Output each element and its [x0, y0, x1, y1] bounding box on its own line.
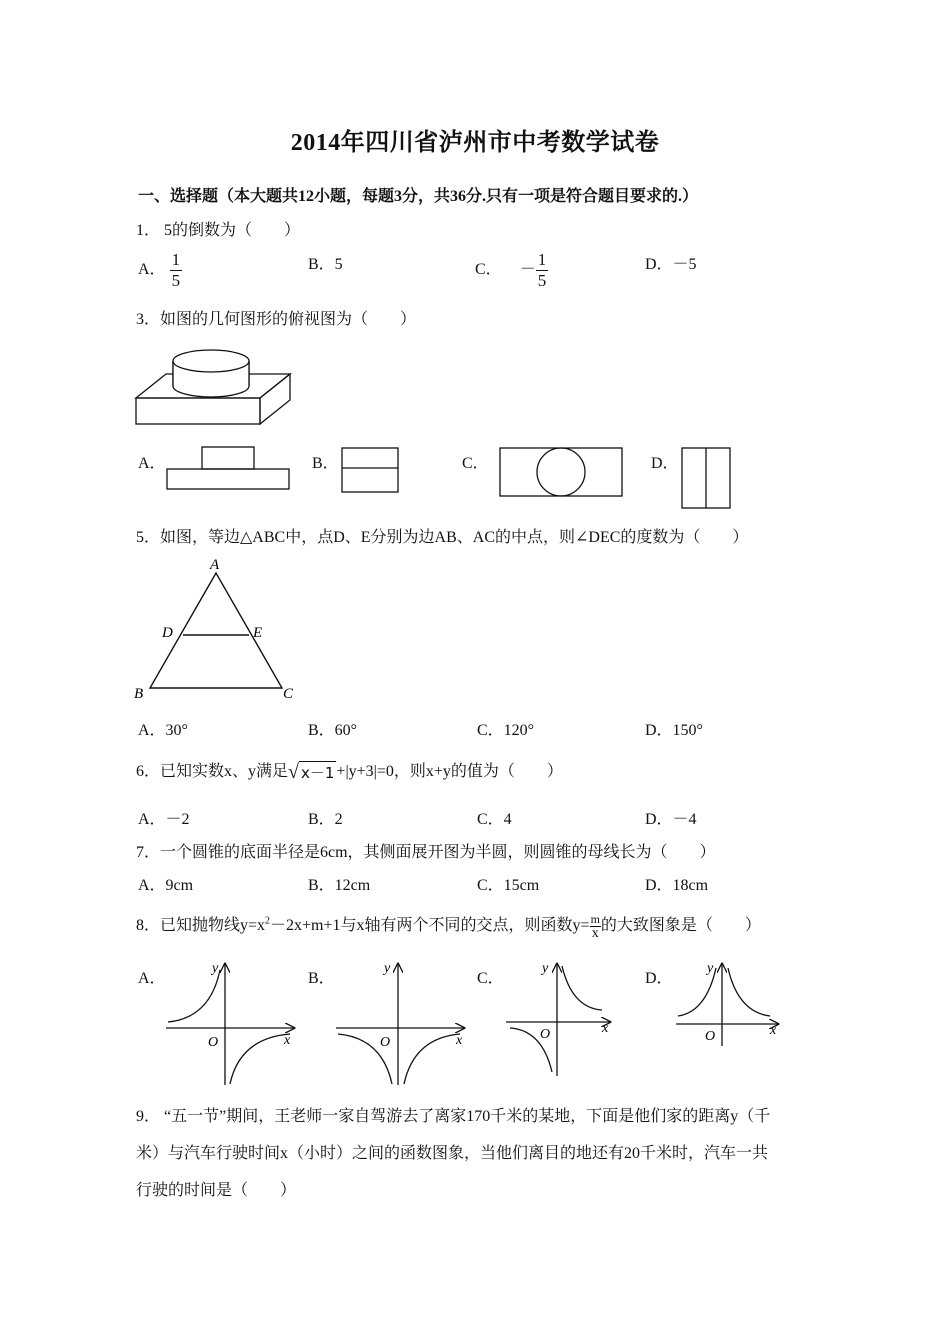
axis-x-label: x — [284, 1033, 291, 1048]
axis-x-label: x — [770, 1023, 777, 1038]
q3-option-b-label: B． — [312, 455, 339, 472]
q6-sqrt — [288, 761, 336, 784]
origin-label: O — [380, 1035, 391, 1050]
section-heading: 一、选择题（本大题共12小题，每题3分，共36分.只有一项是符合题目要求的.） — [138, 188, 699, 205]
question-3-stem: 3．如图的几何图形的俯视图为（ ） — [136, 311, 417, 328]
q3-solid-figure — [132, 345, 297, 430]
q8-option-a-label: A． — [138, 970, 166, 987]
axis-y-label: y — [384, 961, 391, 976]
q1-option-c-sign: － — [519, 261, 536, 279]
q6-option-b: B．2 — [308, 811, 343, 828]
question-8-stem — [136, 912, 761, 940]
radical-sign: √ — [288, 760, 299, 783]
q8-option-b-label: B． — [308, 970, 335, 987]
question-9-line-3: 行驶的时间是（ ） — [136, 1182, 297, 1199]
q3-option-a-label: A． — [138, 455, 166, 472]
q8-stem-mid: －2x+m+1与x轴有两个不同的交点，则函数y= — [270, 917, 590, 934]
question-1-stem: 1． 5的倒数为（ ） — [136, 222, 301, 239]
q8-fraction — [590, 913, 601, 940]
q8-frac-numerator: m — [590, 911, 600, 926]
q8-stem-post: 的大致图象是（ ） — [600, 917, 761, 934]
q1-option-c-fraction — [536, 250, 549, 291]
q3-option-d-figure — [679, 446, 735, 512]
q1-option-c-label: C． — [475, 261, 502, 279]
q8-option-d-graph — [672, 958, 787, 1048]
vertex-b-label: B — [134, 686, 144, 702]
origin-label: O — [208, 1035, 219, 1050]
q5-option-d: D．150° — [645, 722, 703, 739]
q1-option-c — [475, 250, 548, 291]
question-5-stem: 5．如图，等边△ABC中，点D、E分别为边AB、AC的中点，则∠DEC的度数为（ ） — [136, 529, 749, 546]
q1-option-a-fraction — [170, 250, 183, 291]
q7-option-a: A．9cm — [138, 877, 194, 894]
axis-x-label: x — [602, 1021, 609, 1036]
origin-label: O — [540, 1027, 551, 1042]
q6-option-c: C．4 — [477, 811, 512, 828]
question-9-line-1: 9． “五一节”期间，王老师一家自驾游去了离家170千米的某地，下面是他们家的距离y（千 — [136, 1108, 771, 1125]
q5-option-a: A．30° — [138, 722, 188, 739]
q8-option-a-graph — [162, 958, 302, 1088]
vertex-c-label: C — [283, 686, 294, 702]
q1-option-d: D．－5 — [645, 256, 697, 273]
q5-option-b: B．60° — [308, 722, 358, 739]
q6-sqrt-body: x－1 — [299, 761, 336, 783]
q3-option-a-figure — [165, 445, 293, 493]
q8-option-d-label: D． — [645, 970, 673, 987]
axis-y-label: y — [542, 961, 549, 976]
axis-y-label: y — [707, 961, 714, 976]
q7-option-c: C．15cm — [477, 877, 540, 894]
q1-option-a-label: A． — [138, 261, 166, 279]
q1-a-numerator: 1 — [171, 250, 181, 269]
q1-option-a — [138, 250, 182, 291]
q5-option-c: C．120° — [477, 722, 535, 739]
q1-c-numerator: 1 — [537, 250, 547, 269]
q3-option-d-label: D． — [651, 455, 679, 472]
axis-x-label: x — [456, 1033, 463, 1048]
q8-option-b-graph — [332, 958, 472, 1088]
q8-stem-pre: 8．已知抛物线y=x — [136, 917, 266, 934]
q6-option-d: D．－4 — [645, 811, 697, 828]
vertex-d-label: D — [162, 625, 173, 641]
axis-y-label: y — [212, 961, 219, 976]
question-6-stem — [136, 758, 563, 784]
q6-stem-pre: 6．已知实数x、y满足 — [136, 763, 289, 780]
vertex-e-label: E — [253, 625, 263, 641]
origin-label: O — [705, 1029, 716, 1044]
q3-option-c-label: C． — [462, 455, 489, 472]
q7-option-d: D．18cm — [645, 877, 709, 894]
q1-option-b: B．5 — [308, 256, 343, 273]
q1-c-denominator: 5 — [537, 271, 547, 290]
q8-exponent: 2 — [265, 915, 271, 927]
q8-option-c-graph — [502, 958, 617, 1078]
q6-stem-post: +|y+3|=0，则x+y的值为（ ） — [336, 763, 563, 780]
q8-frac-denominator: x — [591, 925, 599, 941]
page-title: 2014年四川省泸州市中考数学试卷 — [290, 130, 660, 156]
q3-option-b-figure — [340, 446, 402, 496]
vertex-a-label: A — [210, 557, 220, 573]
q6-option-a: A．－2 — [138, 811, 190, 828]
q3-option-c-figure — [498, 446, 626, 500]
q8-option-c-label: C． — [477, 970, 504, 987]
q7-option-b: B．12cm — [308, 877, 371, 894]
q5-triangle-figure — [130, 555, 305, 705]
question-9-line-2: 米）与汽车行驶时间x（小时）之间的函数图象，当他们离目的地还有20千米时，汽车一共 — [136, 1145, 769, 1162]
question-7-stem: 7．一个圆锥的底面半径是6cm，其侧面展开图为半圆，则圆锥的母线长为（ ） — [136, 844, 716, 861]
q1-a-denominator: 5 — [171, 271, 181, 290]
